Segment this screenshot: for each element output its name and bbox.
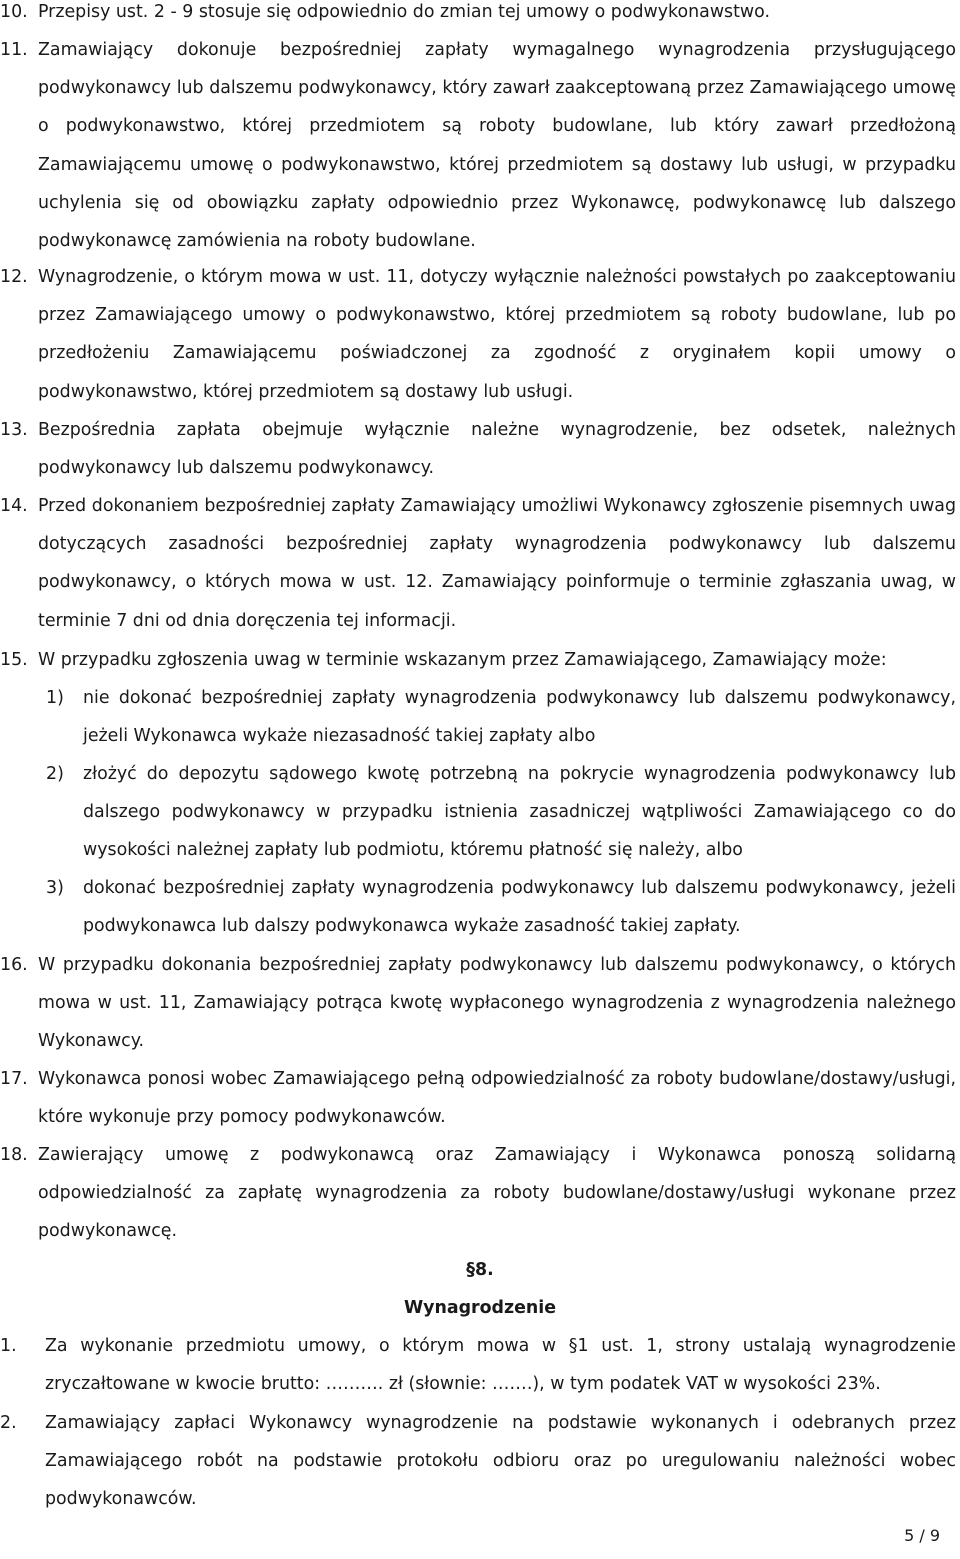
paragraph-10 (0, 0, 956, 31)
paragraph-number: 12. (0, 267, 28, 287)
paragraph-text: Wynagrodzenie, o którym mowa w ust. 11, dotyczy wyłącznie należności powstałych po zaakceptowaniu przez Zamawiającego umowy o podwykonawstwo, której przedmiotem są roboty budowlane, lub po przedłożeniu Zamawiającemu poświadczonej za zgodność z oryginałem kopii umowy o podwykonawstwo, której przedmiotem są dostawy lub usługi. (38, 267, 956, 402)
paragraph-14 (0, 487, 956, 640)
paragraph-13 (0, 411, 956, 487)
paragraph-text: W przypadku dokonania bezpośredniej zapłaty podwykonawcy lub dalszemu podwykonawcy, o których mowa w ust. 11, Zamawiający potrąca kwotę wypłaconego wynagrodzenia z wynagrodzenia należnego Wykonawcy. (38, 955, 956, 1052)
paragraph-text: Zawierający umowę z podwykonawcą oraz Zamawiający i Wykonawca ponoszą solidarną odpowiedzialność za zapłatę wynagrodzenia za roboty budowlane/dostawy/usługi wykonane przez podwykonawcę. (38, 1145, 956, 1242)
paragraph-text: W przypadku zgłoszenia uwag w terminie wskazanym przez Zamawiającego, Zamawiający może: (38, 650, 887, 670)
subitem-2 (38, 755, 956, 870)
paragraph-12 (0, 258, 956, 411)
page-number: 5 / 9 (904, 1526, 940, 1545)
paragraph-text: Za wykonanie przedmiotu umowy, o którym mowa w §1 ust. 1, strony ustalają wynagrodzenie zryczałtowane w kwocie brutto: ………. zł (słownie: …….), w tym podatek VAT w wysokości 23%. (45, 1336, 956, 1395)
paragraph-number: 10. (0, 2, 28, 22)
paragraph-number: 11. (0, 40, 28, 60)
paragraph-16 (0, 946, 956, 1061)
paragraph-number: 13. (0, 420, 28, 440)
paragraph-text: Zamawiający dokonuje bezpośredniej zapłaty wymagalnego wynagrodzenia przysługującego podwykonawcy lub dalszemu podwykonawcy, który zawarł zaakceptowaną przez Zamawiającego umowę o podwykonawstwo, której przedmiotem są roboty budowlane, lub który zawarł przedłożoną Zamawiającemu umowę o podwykonawstwo, której przedmiotem są dostawy lub usługi, w przypadku uchylenia się od obowiązku zapłaty odpowiednio przez Wykonawcę, podwykonawcę lub dalszego podwykonawcę zamówienia na roboty budowlane. (38, 40, 956, 252)
section-paragraph-1 (0, 1327, 956, 1403)
paragraph-number: 17. (0, 1069, 28, 1089)
section-symbol: §8. (466, 1260, 494, 1280)
paragraph-text: Bezpośrednia zapłata obejmuje wyłącznie należne wynagrodzenie, bez odsetek, należnych podwykonawcy lub dalszemu podwykonawcy. (38, 420, 956, 479)
paragraph-15 (0, 641, 956, 679)
paragraph-number: 15. (0, 650, 28, 670)
section-title: Wynagrodzenie (403, 1298, 557, 1318)
subitem-1 (38, 679, 956, 755)
paragraph-number: 18. (0, 1145, 28, 1165)
subitem-number: 1) (46, 688, 64, 708)
subitem-number: 2) (46, 764, 64, 784)
paragraph-text: Przepisy ust. 2 - 9 stosuje się odpowiednio do zmian tej umowy o podwykonawstwo. (38, 2, 771, 22)
paragraph-text: Wykonawca ponosi wobec Zamawiającego pełną odpowiedzialność za roboty budowlane/dostawy/usługi, które wykonuje przy pomocy podwykonawców. (38, 1069, 956, 1128)
subitem-text: nie dokonać bezpośredniej zapłaty wynagrodzenia podwykonawcy lub dalszemu podwykonawcy, jeżeli Wykonawca wykaże niezasadność takiej zapłaty albo (83, 688, 956, 747)
subitem-3 (38, 869, 956, 945)
paragraph-number: 1. (0, 1336, 17, 1356)
section-paragraph-2 (0, 1404, 956, 1519)
paragraph-18 (0, 1136, 956, 1251)
paragraph-number: 16. (0, 955, 28, 975)
paragraph-number: 14. (0, 496, 28, 516)
subitem-text: złożyć do depozytu sądowego kwotę potrzebną na pokrycie wynagrodzenia podwykonawcy lub dalszego podwykonawcy w przypadku istnienia zasadniczej wątpliwości Zamawiającego co do wysokości należnej zapłaty lub podmiotu, któremu płatność się należy, albo (83, 764, 956, 861)
paragraph-17 (0, 1060, 956, 1136)
paragraph-number: 2. (0, 1413, 17, 1433)
paragraph-11 (0, 31, 956, 260)
paragraph-text: Zamawiający zapłaci Wykonawcy wynagrodzenie na podstawie wykonanych i odebranych przez Zamawiającego robót na podstawie protokołu odbioru oraz po uregulowaniu należności wobec podwykonawców. (45, 1413, 956, 1510)
paragraph-text: Przed dokonaniem bezpośredniej zapłaty Zamawiający umożliwi Wykonawcy zgłoszenie pisemnych uwag dotyczących zasadności bezpośredniej zapłaty wynagrodzenia podwykonawcy lub dalszemu podwykonawcy, o których mowa w ust. 12. Zamawiający poinformuje o terminie zgłaszania uwag, w terminie 7 dni od dnia doręczenia tej informacji. (38, 496, 956, 631)
subitem-text: dokonać bezpośredniej zapłaty wynagrodzenia podwykonawcy lub dalszemu podwykonawcy, jeżeli podwykonawca lub dalszy podwykonawca wykaże zasadność takiej zapłaty. (83, 878, 956, 937)
subitem-number: 3) (46, 878, 64, 898)
